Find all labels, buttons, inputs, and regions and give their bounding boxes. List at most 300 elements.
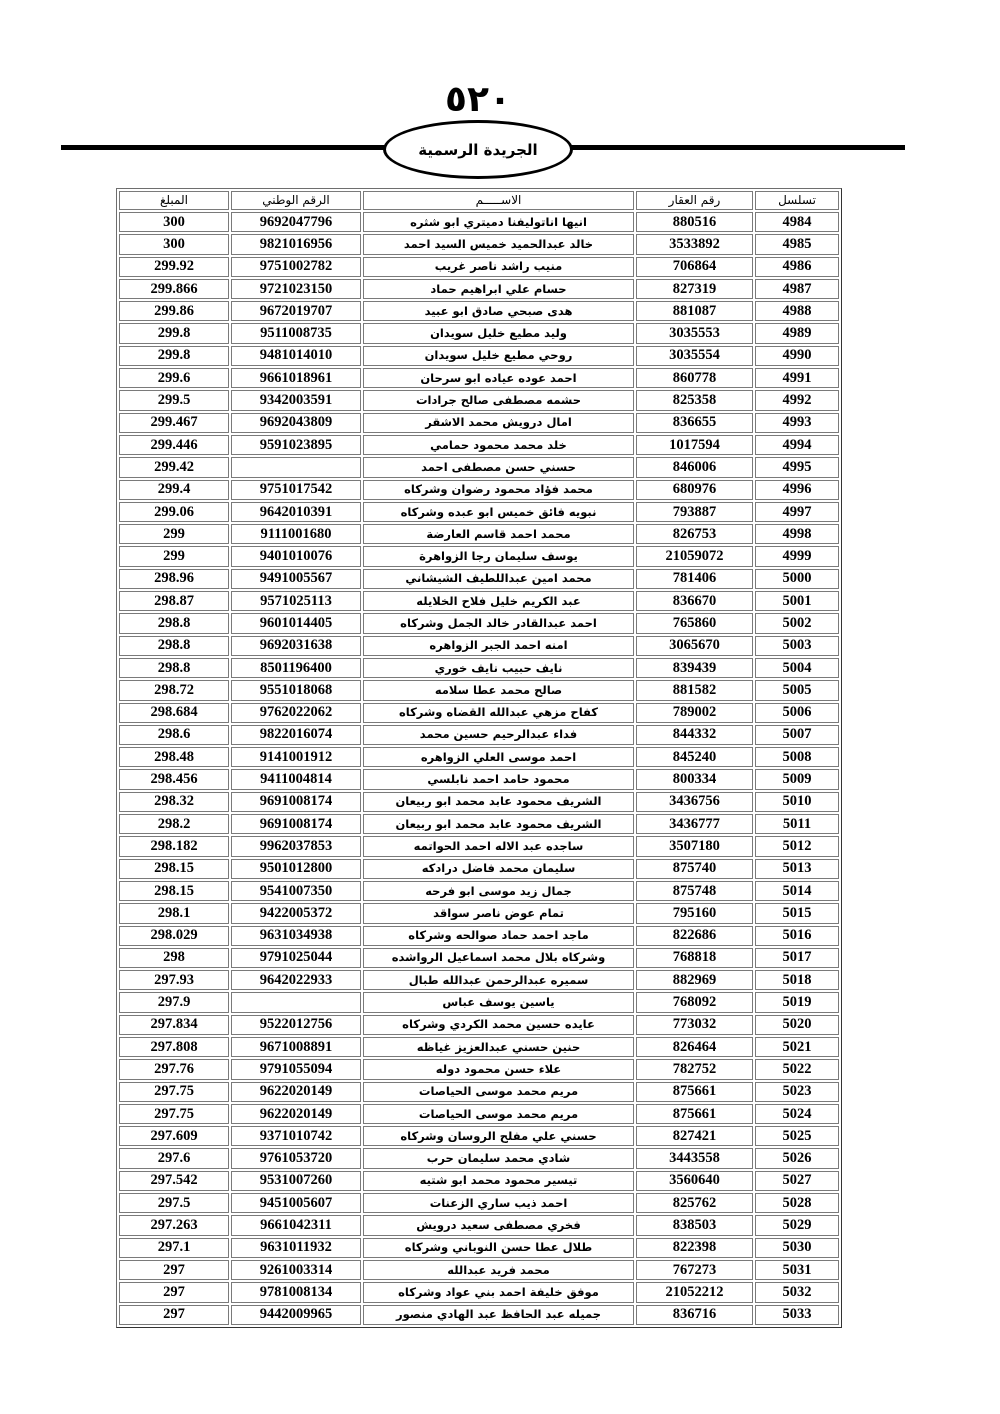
- records-table: [116, 188, 842, 1328]
- table-row: [119, 212, 839, 232]
- national-id-cell: 9622020149: [231, 1082, 361, 1102]
- table-row: [119, 1126, 839, 1146]
- national-id-cell: 9401010076: [231, 546, 361, 566]
- national-id-cell: 9422005372: [231, 903, 361, 923]
- national-id-cell: 9691008174: [231, 792, 361, 812]
- name-cell: نبويه فائق خميس ابو عبده وشركاه: [363, 502, 634, 522]
- name-cell: فداء عبدالرحيم حسين محمد: [363, 725, 634, 745]
- property-no-cell: 826464: [636, 1037, 753, 1057]
- property-no-cell: 827421: [636, 1126, 753, 1146]
- amount-cell: 298.96: [119, 569, 229, 589]
- national-id-cell: 9481014010: [231, 346, 361, 366]
- name-cell: تيسير محمود محمد ابو شتيه: [363, 1171, 634, 1191]
- national-id-cell: 9631034938: [231, 926, 361, 946]
- amount-cell: 298.6: [119, 725, 229, 745]
- table-row: [119, 591, 839, 611]
- table-row: [119, 1148, 839, 1168]
- table-row: [119, 323, 839, 343]
- name-cell: ياسين يوسف عباس: [363, 992, 634, 1012]
- national-id-cell: 9411004814: [231, 769, 361, 789]
- property-no-cell: 860778: [636, 368, 753, 388]
- name-cell: منيب راشد ناصر غريب: [363, 257, 634, 277]
- property-no-cell: 875740: [636, 859, 753, 879]
- amount-cell: 297.93: [119, 970, 229, 990]
- name-cell: حسام علي ابراهيم حماد: [363, 279, 634, 299]
- national-id-cell: 9692031638: [231, 636, 361, 656]
- serial-cell: 5016: [755, 926, 839, 946]
- table-row: [119, 926, 839, 946]
- serial-cell: 5006: [755, 703, 839, 723]
- serial-cell: 5025: [755, 1126, 839, 1146]
- name-cell: جمال زيد موسى ابو فرحه: [363, 881, 634, 901]
- table-row: [119, 881, 839, 901]
- table-row: [119, 613, 839, 633]
- property-no-cell: 875661: [636, 1104, 753, 1124]
- property-no-cell: 825762: [636, 1193, 753, 1213]
- table-row: [119, 1260, 839, 1280]
- serial-cell: 5033: [755, 1305, 839, 1325]
- col-header-serial: تسلسل: [755, 191, 839, 210]
- property-no-cell: 3436756: [636, 792, 753, 812]
- amount-cell: 298.87: [119, 591, 229, 611]
- table-row: [119, 480, 839, 500]
- serial-cell: 4992: [755, 390, 839, 410]
- name-cell: محمد فريد عبدالله: [363, 1260, 634, 1280]
- serial-cell: 4984: [755, 212, 839, 232]
- name-cell: موفق خليفة احمد بني عواد وشركاه: [363, 1282, 634, 1302]
- table-row: [119, 703, 839, 723]
- serial-cell: 5023: [755, 1082, 839, 1102]
- table-row: [119, 903, 839, 923]
- amount-cell: 297: [119, 1260, 229, 1280]
- amount-cell: 298.029: [119, 926, 229, 946]
- amount-cell: 298.456: [119, 769, 229, 789]
- national-id-cell: 9821016956: [231, 234, 361, 254]
- table-row: [119, 413, 839, 433]
- serial-cell: 5030: [755, 1238, 839, 1258]
- serial-cell: 5018: [755, 970, 839, 990]
- table-row: [119, 1037, 839, 1057]
- amount-cell: 298.15: [119, 881, 229, 901]
- amount-cell: 297.1: [119, 1238, 229, 1258]
- name-cell: محمود حامد احمد نابلسي: [363, 769, 634, 789]
- property-no-cell: 706864: [636, 257, 753, 277]
- amount-cell: 299: [119, 546, 229, 566]
- property-no-cell: 3065670: [636, 636, 753, 656]
- serial-cell: 5014: [755, 881, 839, 901]
- name-cell: محمد فؤاد محمود رضوان وشركاه: [363, 480, 634, 500]
- national-id-cell: 9531007260: [231, 1171, 361, 1191]
- amount-cell: 299.866: [119, 279, 229, 299]
- national-id-cell: 9822016074: [231, 725, 361, 745]
- national-id-cell: 9642022933: [231, 970, 361, 990]
- name-cell: جميله عبد الحافظ عبد الهادي منصور: [363, 1305, 634, 1325]
- table-row: [119, 234, 839, 254]
- amount-cell: 297.76: [119, 1059, 229, 1079]
- serial-cell: 4991: [755, 368, 839, 388]
- name-cell: ماجد احمد حماد صوالحه وشركاه: [363, 926, 634, 946]
- amount-cell: 298: [119, 948, 229, 968]
- name-cell: سليمان محمد فاضل درادكه: [363, 859, 634, 879]
- name-cell: هدى صبحي صادق ابو عبيد: [363, 301, 634, 321]
- amount-cell: 299.467: [119, 413, 229, 433]
- serial-cell: 5010: [755, 792, 839, 812]
- serial-cell: 5001: [755, 591, 839, 611]
- amount-cell: 298.48: [119, 747, 229, 767]
- name-cell: روحي مطيع خليل سويدان: [363, 346, 634, 366]
- table-row: [119, 524, 839, 544]
- table-row: [119, 769, 839, 789]
- property-no-cell: 3533892: [636, 234, 753, 254]
- national-id-cell: [231, 457, 361, 477]
- national-id-cell: 9642010391: [231, 502, 361, 522]
- serial-cell: 5032: [755, 1282, 839, 1302]
- amount-cell: 299.06: [119, 502, 229, 522]
- name-cell: امنه احمد الجبر الزواهره: [363, 636, 634, 656]
- property-no-cell: 767273: [636, 1260, 753, 1280]
- property-no-cell: 795160: [636, 903, 753, 923]
- property-no-cell: 880516: [636, 212, 753, 232]
- amount-cell: 298.32: [119, 792, 229, 812]
- table-row: [119, 948, 839, 968]
- serial-cell: 5005: [755, 680, 839, 700]
- serial-cell: 5029: [755, 1215, 839, 1235]
- property-no-cell: 836655: [636, 413, 753, 433]
- national-id-cell: 9672019707: [231, 301, 361, 321]
- table-row: [119, 1193, 839, 1213]
- table-row: [119, 390, 839, 410]
- property-no-cell: 781406: [636, 569, 753, 589]
- amount-cell: 297.9: [119, 992, 229, 1012]
- property-no-cell: 846006: [636, 457, 753, 477]
- table-row: [119, 725, 839, 745]
- property-no-cell: 838503: [636, 1215, 753, 1235]
- amount-cell: 297.263: [119, 1215, 229, 1235]
- serial-cell: 4987: [755, 279, 839, 299]
- national-id-cell: 9571025113: [231, 591, 361, 611]
- property-no-cell: 680976: [636, 480, 753, 500]
- table-row: [119, 1305, 839, 1325]
- table-row: [119, 1238, 839, 1258]
- amount-cell: 299.8: [119, 346, 229, 366]
- table-row: [119, 368, 839, 388]
- amount-cell: 299.6: [119, 368, 229, 388]
- amount-cell: 299: [119, 524, 229, 544]
- property-no-cell: 826753: [636, 524, 753, 544]
- property-no-cell: 881087: [636, 301, 753, 321]
- amount-cell: 297.75: [119, 1082, 229, 1102]
- amount-cell: 297.5: [119, 1193, 229, 1213]
- property-no-cell: 3035553: [636, 323, 753, 343]
- col-header-amount: المبلغ: [119, 191, 229, 210]
- name-cell: مريم محمد موسى الحياصات: [363, 1104, 634, 1124]
- national-id-cell: 9511008735: [231, 323, 361, 343]
- serial-cell: 4989: [755, 323, 839, 343]
- property-no-cell: 3507180: [636, 836, 753, 856]
- national-id-cell: 9692043809: [231, 413, 361, 433]
- serial-cell: 4990: [755, 346, 839, 366]
- table-row: [119, 1104, 839, 1124]
- amount-cell: 297: [119, 1305, 229, 1325]
- name-cell: وليد مطيع خليل سويدان: [363, 323, 634, 343]
- national-id-cell: 9761053720: [231, 1148, 361, 1168]
- national-id-cell: 9342003591: [231, 390, 361, 410]
- table-row: [119, 747, 839, 767]
- amount-cell: 299.5: [119, 390, 229, 410]
- property-no-cell: 768818: [636, 948, 753, 968]
- national-id-cell: 9962037853: [231, 836, 361, 856]
- table-row: [119, 1015, 839, 1035]
- name-cell: مريم محمد موسى الحياصات: [363, 1082, 634, 1102]
- national-id-cell: 9501012800: [231, 859, 361, 879]
- amount-cell: 298.182: [119, 836, 229, 856]
- table-row: [119, 301, 839, 321]
- amount-cell: 299.92: [119, 257, 229, 277]
- serial-cell: 5015: [755, 903, 839, 923]
- name-cell: امال درويش محمد الاشقر: [363, 413, 634, 433]
- amount-cell: 297.542: [119, 1171, 229, 1191]
- table-row: [119, 992, 839, 1012]
- name-cell: علاء حسن محمود دوله: [363, 1059, 634, 1079]
- col-header-property-no: رقم العقار: [636, 191, 753, 210]
- name-cell: خالد عبدالحميد خميس السيد احمد: [363, 234, 634, 254]
- table-row: [119, 792, 839, 812]
- serial-cell: 5027: [755, 1171, 839, 1191]
- property-no-cell: 822686: [636, 926, 753, 946]
- amount-cell: 298.8: [119, 658, 229, 678]
- table-body: [119, 212, 839, 1325]
- property-no-cell: 881582: [636, 680, 753, 700]
- property-no-cell: 793887: [636, 502, 753, 522]
- amount-cell: 297.834: [119, 1015, 229, 1035]
- amount-cell: 297.6: [119, 1148, 229, 1168]
- serial-cell: 5031: [755, 1260, 839, 1280]
- property-no-cell: 836670: [636, 591, 753, 611]
- table-row: [119, 346, 839, 366]
- serial-cell: 5009: [755, 769, 839, 789]
- serial-cell: 5008: [755, 747, 839, 767]
- property-no-cell: 3035554: [636, 346, 753, 366]
- page-number: ٥٢٠: [445, 79, 511, 120]
- amount-cell: 298.1: [119, 903, 229, 923]
- national-id-cell: 9671008891: [231, 1037, 361, 1057]
- serial-cell: 4997: [755, 502, 839, 522]
- amount-cell: 297.609: [119, 1126, 229, 1146]
- national-id-cell: 8501196400: [231, 658, 361, 678]
- amount-cell: 300: [119, 234, 229, 254]
- amount-cell: 300: [119, 212, 229, 232]
- amount-cell: 298.8: [119, 613, 229, 633]
- national-id-cell: 9721023150: [231, 279, 361, 299]
- name-cell: حنين حسني عبدالعزيز غياظه: [363, 1037, 634, 1057]
- national-id-cell: 9661042311: [231, 1215, 361, 1235]
- masthead-oval: [383, 120, 573, 179]
- national-id-cell: 9551018068: [231, 680, 361, 700]
- national-id-cell: 9751017542: [231, 480, 361, 500]
- property-no-cell: 822398: [636, 1238, 753, 1258]
- national-id-cell: 9781008134: [231, 1282, 361, 1302]
- amount-cell: 297.75: [119, 1104, 229, 1124]
- national-id-cell: 9691008174: [231, 814, 361, 834]
- serial-cell: 4985: [755, 234, 839, 254]
- national-id-cell: 9371010742: [231, 1126, 361, 1146]
- table-row: [119, 658, 839, 678]
- amount-cell: 298.684: [119, 703, 229, 723]
- amount-cell: 299.42: [119, 457, 229, 477]
- property-no-cell: 875661: [636, 1082, 753, 1102]
- serial-cell: 5011: [755, 814, 839, 834]
- property-no-cell: 3443558: [636, 1148, 753, 1168]
- table-row: [119, 1082, 839, 1102]
- national-id-cell: 9491005567: [231, 569, 361, 589]
- serial-cell: 5004: [755, 658, 839, 678]
- property-no-cell: 827319: [636, 279, 753, 299]
- serial-cell: 5002: [755, 613, 839, 633]
- table-row: [119, 1059, 839, 1079]
- property-no-cell: 765860: [636, 613, 753, 633]
- name-cell: فخري مصطفى سعيد درويش: [363, 1215, 634, 1235]
- amount-cell: 298.15: [119, 859, 229, 879]
- name-cell: حسني حسن مصطفى احمد: [363, 457, 634, 477]
- serial-cell: 4998: [755, 524, 839, 544]
- name-cell: محمد امين عبداللطيف الشيشاني: [363, 569, 634, 589]
- national-id-cell: 9522012756: [231, 1015, 361, 1035]
- serial-cell: 4988: [755, 301, 839, 321]
- serial-cell: 5000: [755, 569, 839, 589]
- name-cell: كفاح مزهي عبدالله القضاه وشركاه: [363, 703, 634, 723]
- serial-cell: 4986: [755, 257, 839, 277]
- national-id-cell: 9541007350: [231, 881, 361, 901]
- name-cell: يوسف سليمان رجا الزواهرة: [363, 546, 634, 566]
- national-id-cell: 9261003314: [231, 1260, 361, 1280]
- serial-cell: 5003: [755, 636, 839, 656]
- table-row: [119, 279, 839, 299]
- serial-cell: 5012: [755, 836, 839, 856]
- serial-cell: 5019: [755, 992, 839, 1012]
- name-cell: شادي محمد سليمان حرب: [363, 1148, 634, 1168]
- property-no-cell: 875748: [636, 881, 753, 901]
- property-no-cell: 825358: [636, 390, 753, 410]
- name-cell: نايف حبيب نايف خوري: [363, 658, 634, 678]
- name-cell: احمد ذيب ساري الزعنات: [363, 1193, 634, 1213]
- property-no-cell: 773032: [636, 1015, 753, 1035]
- publication-title: الجريدة الرسمية: [418, 140, 538, 159]
- amount-cell: 298.72: [119, 680, 229, 700]
- serial-cell: 5022: [755, 1059, 839, 1079]
- name-cell: صالح محمد عطا سلامه: [363, 680, 634, 700]
- serial-cell: 5020: [755, 1015, 839, 1035]
- amount-cell: 299.8: [119, 323, 229, 343]
- table-row: [119, 836, 839, 856]
- name-cell: الشريف محمود عابد محمد ابو ربيعان: [363, 814, 634, 834]
- property-no-cell: 789002: [636, 703, 753, 723]
- serial-cell: 5007: [755, 725, 839, 745]
- table-row: [119, 257, 839, 277]
- national-id-cell: 9631011932: [231, 1238, 361, 1258]
- serial-cell: 4994: [755, 435, 839, 455]
- national-id-cell: 9111001680: [231, 524, 361, 544]
- name-cell: احمد موسى العلي الزواهره: [363, 747, 634, 767]
- col-header-name: الاســـــم: [363, 191, 634, 210]
- amount-cell: 299.4: [119, 480, 229, 500]
- name-cell: الشريف محمود عابد محمد ابو ربيعان: [363, 792, 634, 812]
- property-no-cell: 845240: [636, 747, 753, 767]
- name-cell: حشمه مصطفى صالح جرادات: [363, 390, 634, 410]
- serial-cell: 4996: [755, 480, 839, 500]
- property-no-cell: 21052212: [636, 1282, 753, 1302]
- property-no-cell: 836716: [636, 1305, 753, 1325]
- table-row: [119, 1171, 839, 1191]
- name-cell: عايده حسين محمد الكردي وشركاه: [363, 1015, 634, 1035]
- national-id-cell: 9442009965: [231, 1305, 361, 1325]
- serial-cell: 5028: [755, 1193, 839, 1213]
- amount-cell: 298.2: [119, 814, 229, 834]
- serial-cell: 5017: [755, 948, 839, 968]
- property-no-cell: 800334: [636, 769, 753, 789]
- table-row: [119, 457, 839, 477]
- property-no-cell: 839439: [636, 658, 753, 678]
- name-cell: عبد الكريم خليل فلاح الخلايله: [363, 591, 634, 611]
- table-row: [119, 502, 839, 522]
- national-id-cell: 9601014405: [231, 613, 361, 633]
- national-id-cell: 9692047796: [231, 212, 361, 232]
- national-id-cell: 9622020149: [231, 1104, 361, 1124]
- table-row: [119, 546, 839, 566]
- name-cell: سميره عبدالرحمن عبدالله طبال: [363, 970, 634, 990]
- amount-cell: 297.808: [119, 1037, 229, 1057]
- amount-cell: 299.86: [119, 301, 229, 321]
- name-cell: احمد عوده عياده ابو سرحان: [363, 368, 634, 388]
- property-no-cell: 882969: [636, 970, 753, 990]
- col-header-national-id: الرقم الوطني: [231, 191, 361, 210]
- name-cell: خلد محمد محمود حمامي: [363, 435, 634, 455]
- property-no-cell: 844332: [636, 725, 753, 745]
- national-id-cell: 9751002782: [231, 257, 361, 277]
- national-id-cell: 9591023895: [231, 435, 361, 455]
- property-no-cell: 768092: [636, 992, 753, 1012]
- table-row: [119, 636, 839, 656]
- national-id-cell: [231, 992, 361, 1012]
- serial-cell: 5021: [755, 1037, 839, 1057]
- amount-cell: 298.8: [119, 636, 229, 656]
- property-no-cell: 3560640: [636, 1171, 753, 1191]
- name-cell: طلال عطا حسن النوباني وشركاه: [363, 1238, 634, 1258]
- national-id-cell: 9661018961: [231, 368, 361, 388]
- table-row: [119, 569, 839, 589]
- national-id-cell: 9141001912: [231, 747, 361, 767]
- name-cell: انيها اناتوليفنا دميتري ابو شثره: [363, 212, 634, 232]
- name-cell: وشركاه بلال محمد اسماعيل الرواشده: [363, 948, 634, 968]
- property-no-cell: 21059072: [636, 546, 753, 566]
- national-id-cell: 9791025044: [231, 948, 361, 968]
- property-no-cell: 1017594: [636, 435, 753, 455]
- table-header-row: [119, 191, 839, 210]
- serial-cell: 5024: [755, 1104, 839, 1124]
- property-no-cell: 3436777: [636, 814, 753, 834]
- name-cell: حسني علي مفلح الروسان وشركاه: [363, 1126, 634, 1146]
- name-cell: محمد احمد قاسم العارضة: [363, 524, 634, 544]
- serial-cell: 5013: [755, 859, 839, 879]
- serial-cell: 4999: [755, 546, 839, 566]
- table-row: [119, 435, 839, 455]
- name-cell: ساجده عبد الاله احمد الحواتمه: [363, 836, 634, 856]
- amount-cell: 299.446: [119, 435, 229, 455]
- table-row: [119, 859, 839, 879]
- serial-cell: 5026: [755, 1148, 839, 1168]
- serial-cell: 4995: [755, 457, 839, 477]
- national-id-cell: 9762022062: [231, 703, 361, 723]
- table-row: [119, 1282, 839, 1302]
